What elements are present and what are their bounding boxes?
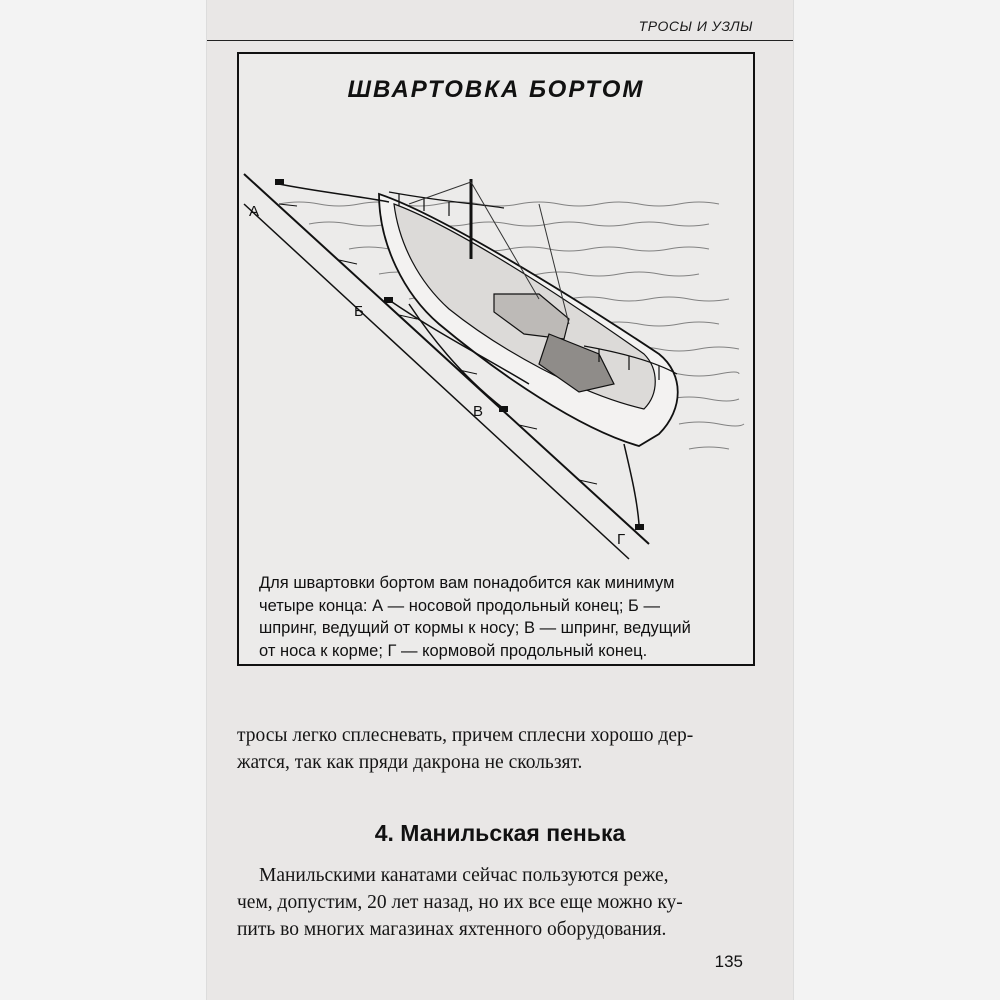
body-line: Манильскими канатами сейчас пользуются реже, <box>259 865 669 886</box>
body-line: жатся, так как пряди дакрона не скользят. <box>237 752 583 773</box>
body-line: чем, допустим, 20 лет назад, но их все еще можно ку- <box>237 892 683 913</box>
caption-line: от носа к корме; Г — кормовой продольный конец. <box>259 641 648 660</box>
label-b: Б <box>354 303 364 320</box>
body-line: тросы легко сплесневать, причем сплесни хорошо дер- <box>237 725 694 746</box>
figure-title: ШВАРТОВКА БОРТОМ <box>347 76 645 103</box>
body-paragraph-top <box>237 722 757 776</box>
caption-line: Для швартовки бортом вам понадобится как минимум <box>259 574 675 592</box>
body-line: пить во многих магазинах яхтенного оборудования. <box>237 919 667 940</box>
book-page <box>207 0 793 1000</box>
caption-line: четыре конца: А — носовой продольный конец; Б — <box>259 596 660 615</box>
caption-line: шпринг, ведущий от кормы к носу; В — шпринг, ведущий <box>259 619 691 637</box>
page-number: 135 <box>714 952 743 971</box>
label-g: Г <box>617 531 626 548</box>
label-v: В <box>473 403 484 420</box>
body-paragraph-bottom <box>237 862 757 943</box>
figure-box <box>237 52 755 666</box>
label-a: А <box>249 203 260 220</box>
running-header-title: ТРОСЫ И УЗЛЫ <box>638 18 753 34</box>
running-header <box>207 18 793 41</box>
section-heading: 4. Манильская пенька <box>374 820 626 846</box>
figure-caption <box>259 572 733 662</box>
mooring-illustration <box>239 54 753 564</box>
